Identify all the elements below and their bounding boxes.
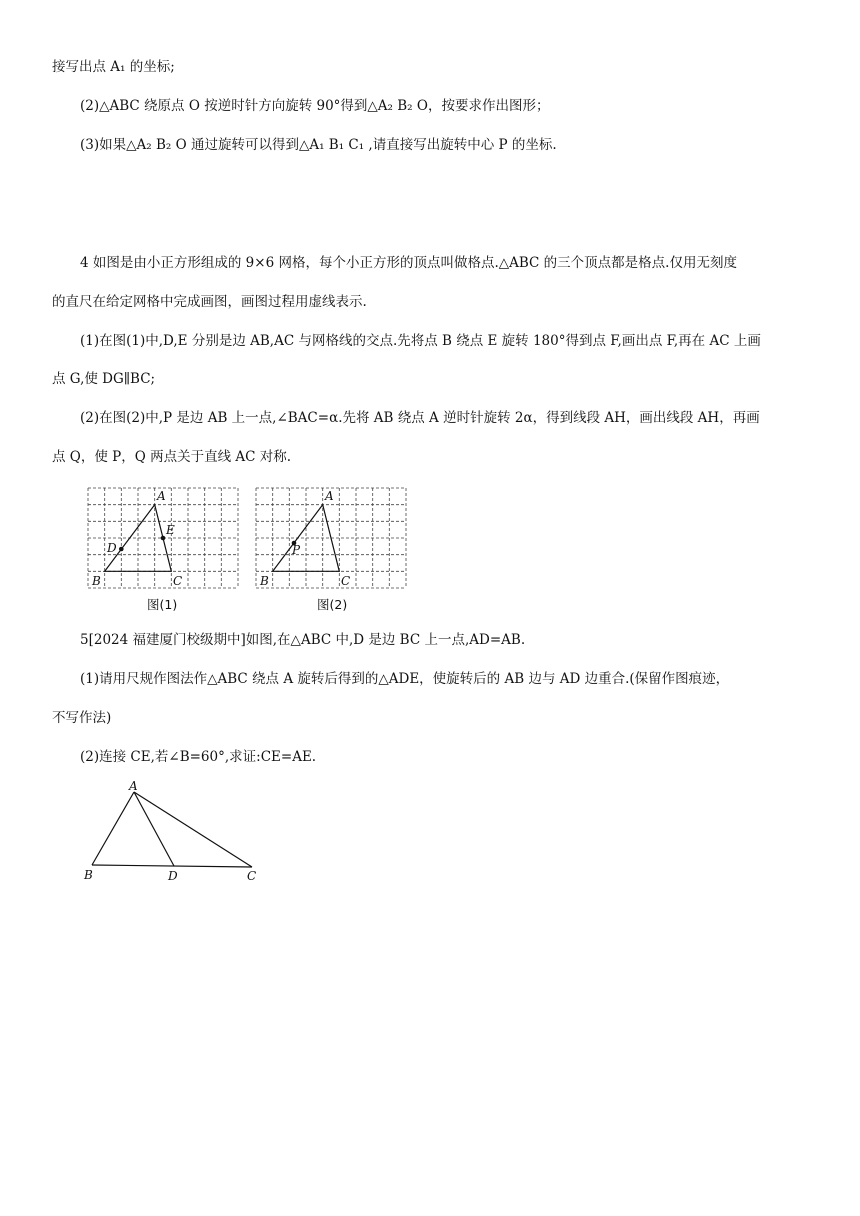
question-5-part-2: (2)连接 CE,若∠B=60°,求证:CE=AE.: [80, 749, 317, 765]
question-5-part-1-cont: 不写作法): [52, 710, 112, 726]
label-e: E: [166, 523, 175, 537]
question-5-stem: 5[2024 福建厦门校级期中]如图,在△ABC 中,D 是边 BC 上一点,AD=AB.: [80, 632, 526, 648]
label-a: A: [129, 780, 138, 793]
figure-1-caption: 图(1): [147, 597, 178, 612]
figure-3-triangle: [80, 780, 270, 886]
label-d: D: [168, 869, 178, 883]
question-4-part-2: (2)在图(2)中,P 是边 AB 上一点,∠BAC=α.先将 AB 绕点 A 逆时针旋转 2α，得到线段 AH，画出线段 AH，再画: [80, 410, 760, 426]
question-5-part-1: (1)请用尺规作图法作△ABC 绕点 A 旋转后得到的△ADE，使旋转后的 AB 边与 AD 边重合.(保留作图痕迹，: [80, 671, 730, 687]
label-c: C: [247, 869, 257, 883]
question-3-part-3: (3)如果△A₂ B₂ O 通过旋转可以得到△A₁ B₁ C₁ ,请直接写出旋转中心 P 的坐标.: [80, 137, 557, 153]
label-c: C: [341, 574, 351, 588]
question-4-stem-cont: 的直尺在给定网格中完成画图，画图过程用虚线表示.: [52, 294, 367, 310]
label-b: B: [92, 574, 101, 588]
question-3-part-2: (2)△ABC 绕原点 O 按逆时针方向旋转 90°得到△A₂ B₂ O，按要求作出图形；: [80, 98, 550, 114]
question-4-part-2-cont: 点 Q，使 P，Q 两点关于直线 AC 对称.: [52, 449, 292, 465]
question-4-stem: 4 如图是由小正方形组成的 9×6 网格，每个小正方形的顶点叫做格点.△ABC 的三个顶点都是格点.仅用无刻度: [80, 255, 737, 271]
label-a: A: [157, 489, 166, 503]
side-ab: [92, 792, 134, 865]
side-bc: [92, 865, 252, 867]
figure-2-grid: [254, 486, 409, 592]
label-b: B: [84, 868, 93, 882]
point-d: [119, 547, 124, 552]
figure-2-caption: 图(2): [317, 597, 348, 612]
side-ad: [134, 792, 174, 866]
text-line-1: 接写出点 A₁ 的坐标;: [52, 59, 175, 75]
question-4-part-1-cont: 点 G,使 DG∥BC;: [52, 371, 156, 387]
point-e: [161, 536, 166, 541]
label-d: D: [107, 541, 117, 555]
label-b: B: [260, 574, 269, 588]
label-a: A: [325, 489, 334, 503]
label-p: P: [292, 543, 301, 557]
side-ac: [134, 792, 252, 867]
label-c: C: [173, 574, 183, 588]
figure-1-grid: [86, 486, 241, 592]
question-4-part-1: (1)在图(1)中,D,E 分别是边 AB,AC 与网格线的交点.先将点 B 绕点 E 旋转 180°得到点 F,画出点 F,再在 AC 上画: [80, 333, 761, 349]
